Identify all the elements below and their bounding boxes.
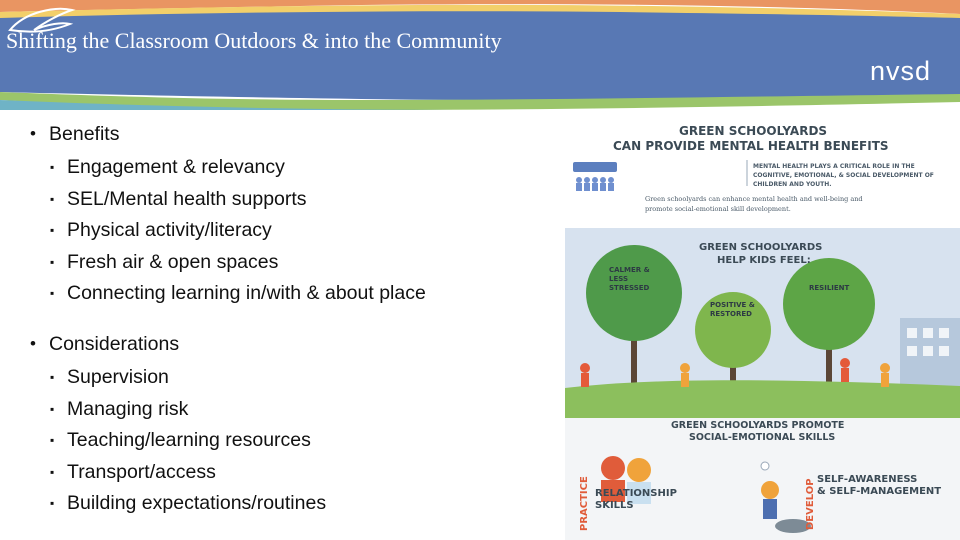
considerations-item: ▪ Managing risk	[30, 395, 530, 427]
feeling-resilient: RESILIENT	[809, 284, 850, 292]
slide-title: Shifting the Classroom Outdoors & into the Community	[6, 28, 502, 53]
benefits-item: ▪ Engagement & relevancy	[30, 153, 530, 185]
benefits-item: ▪ Physical activity/literacy	[30, 216, 530, 248]
promote-title-line1: GREEN SCHOOLYARDS PROMOTE	[671, 420, 845, 431]
relationship-skills-line2: SKILLS	[595, 500, 634, 511]
benefits-item: ▪ Connecting learning in/with & about place	[30, 279, 530, 311]
considerations-heading: • Considerations	[30, 331, 530, 363]
relationship-skills-line1: RELATIONSHIP	[595, 488, 677, 499]
promote-title-line2: SOCIAL-EMOTIONAL SKILLS	[689, 432, 836, 443]
considerations-item: ▪ Teaching/learning resources	[30, 426, 530, 458]
develop-label: DEVELOP	[805, 478, 816, 530]
slide-header	[0, 0, 960, 110]
infographic-title-line1: GREEN SCHOOLYARDS	[679, 124, 828, 138]
bullet-content	[30, 121, 530, 521]
feel-title-line1: GREEN SCHOOLYARDS	[699, 242, 823, 253]
feel-title-line2: HELP KIDS FEEL:	[717, 255, 811, 266]
feeling-calmer: CALMER & LESS STRESSED	[609, 266, 650, 292]
infographic-caption: Green schoolyards can enhance mental health and well-being and promote social-emotional skill development.	[645, 195, 863, 213]
nvsd-leaf-icon	[0, 0, 80, 60]
header-wave-graphic	[0, 0, 960, 110]
self-awareness-line1: SELF-AWARENESS	[817, 474, 918, 485]
green-schoolyards-infographic	[565, 118, 960, 540]
infographic-title-line2: CAN PROVIDE MENTAL HEALTH BENEFITS	[613, 139, 889, 153]
benefits-item: ▪ SEL/Mental health supports	[30, 185, 530, 217]
considerations-item: ▪ Transport/access	[30, 458, 530, 490]
feeling-positive: POSITIVE & RESTORED	[710, 301, 755, 318]
nvsd-logo-text: nvsd	[870, 56, 932, 86]
infographic-subtitle: MENTAL HEALTH PLAYS A CRITICAL ROLE IN THE COGNITIVE, EMOTIONAL, & SOCIAL DEVELOPMENT OF CHILDREN AND YOUTH.	[753, 163, 934, 188]
considerations-item: ▪ Supervision	[30, 363, 530, 395]
considerations-item: ▪ Building expectations/routines	[30, 489, 530, 521]
benefits-item: ▪ Fresh air & open spaces	[30, 248, 530, 280]
benefits-heading: • Benefits	[30, 121, 530, 153]
self-awareness-line2: & SELF-MANAGEMENT	[817, 486, 942, 497]
practice-label: PRACTICE	[579, 476, 590, 531]
